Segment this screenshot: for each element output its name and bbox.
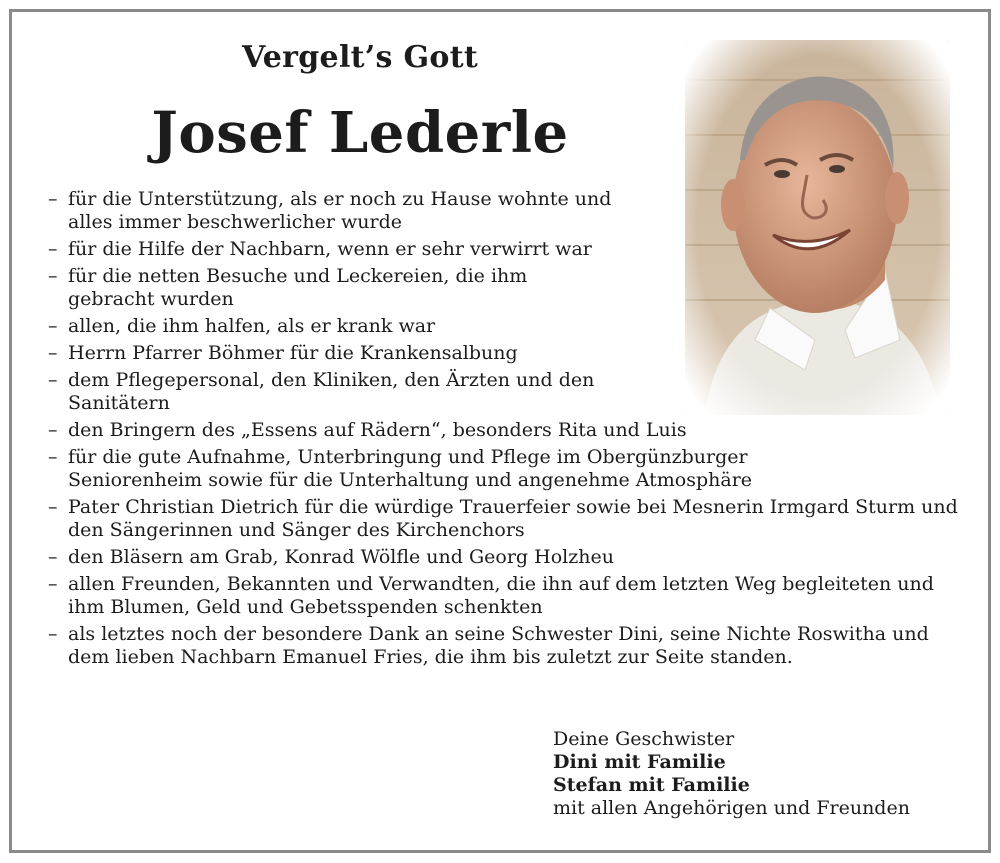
thanks-text: allen, die ihm halfen, als er krank war: [68, 315, 436, 337]
dash: –: [48, 419, 58, 441]
thanks-list: [46, 188, 956, 673]
list-item: [46, 342, 956, 365]
dash: –: [48, 265, 58, 287]
dash: –: [48, 446, 58, 468]
list-item: [46, 188, 956, 234]
deceased-name: Josef Lederle: [151, 100, 569, 166]
list-item: [46, 573, 956, 619]
list-item: [46, 238, 956, 261]
thanks-text: für die netten Besuche und Leckereien, die ihm gebracht wurden: [68, 265, 528, 310]
dash: –: [48, 546, 58, 568]
thanks-text: als letztes noch der besondere Dank an seine Schwester Dini, seine Nichte Roswitha und dem lieben Nachbarn Emanuel Fries, die ihm bis zuletzt zur Seite standen.: [68, 623, 929, 668]
list-item: [46, 546, 956, 569]
signature-block: [553, 728, 910, 820]
thanks-text: für die Hilfe der Nachbarn, wenn er sehr verwirrt war: [68, 238, 592, 260]
thanks-text: für die gute Aufnahme, Unterbringung und Pflege im Obergünzburger Seniorenheim sowie für die Unterhaltung und angenehme Atmosphäre: [68, 446, 753, 491]
list-item: [46, 496, 956, 542]
dash: –: [48, 573, 58, 595]
dash: –: [48, 623, 58, 645]
dash: –: [48, 315, 58, 337]
dash: –: [48, 496, 58, 518]
dash: –: [48, 238, 58, 260]
dash: –: [48, 369, 58, 391]
dash: –: [48, 342, 58, 364]
dash: –: [48, 188, 58, 210]
heading: Vergelt’s Gott: [241, 40, 479, 75]
list-item: [46, 265, 956, 311]
signature-line: Deine Geschwister: [553, 728, 735, 750]
list-item: [46, 315, 956, 338]
thanks-text: dem Pflegepersonal, den Kliniken, den Ärzten und den Sanitätern: [68, 369, 595, 414]
list-item: [46, 446, 956, 492]
list-item: [46, 419, 956, 442]
thanks-text: Pater Christian Dietrich für die würdige Trauerfeier sowie bei Mesnerin Irmgard Sturm und den Sängerinnen und Sänger des Kirchenchors: [68, 496, 958, 541]
signature-line-family: Stefan mit Familie: [553, 774, 750, 796]
list-item: [46, 369, 956, 415]
thanks-text: Herrn Pfarrer Böhmer für die Krankensalbung: [68, 342, 518, 364]
thanks-text: für die Unterstützung, als er noch zu Hause wohnte und alles immer beschwerlicher wurde: [68, 188, 612, 233]
list-item: [46, 623, 956, 669]
thanks-text: den Bläsern am Grab, Konrad Wölfle und Georg Holzheu: [68, 546, 614, 568]
signature-line: mit allen Angehörigen und Freunden: [553, 797, 910, 819]
thanks-text: den Bringern des „Essens auf Rädern“, besonders Rita und Luis: [68, 419, 687, 441]
signature-line-family: Dini mit Familie: [553, 751, 726, 773]
thanks-text: allen Freunden, Bekannten und Verwandten, die ihn auf dem letzten Weg begleiteten und ihm Blumen, Geld und Gebetsspenden schenkten: [68, 573, 934, 618]
